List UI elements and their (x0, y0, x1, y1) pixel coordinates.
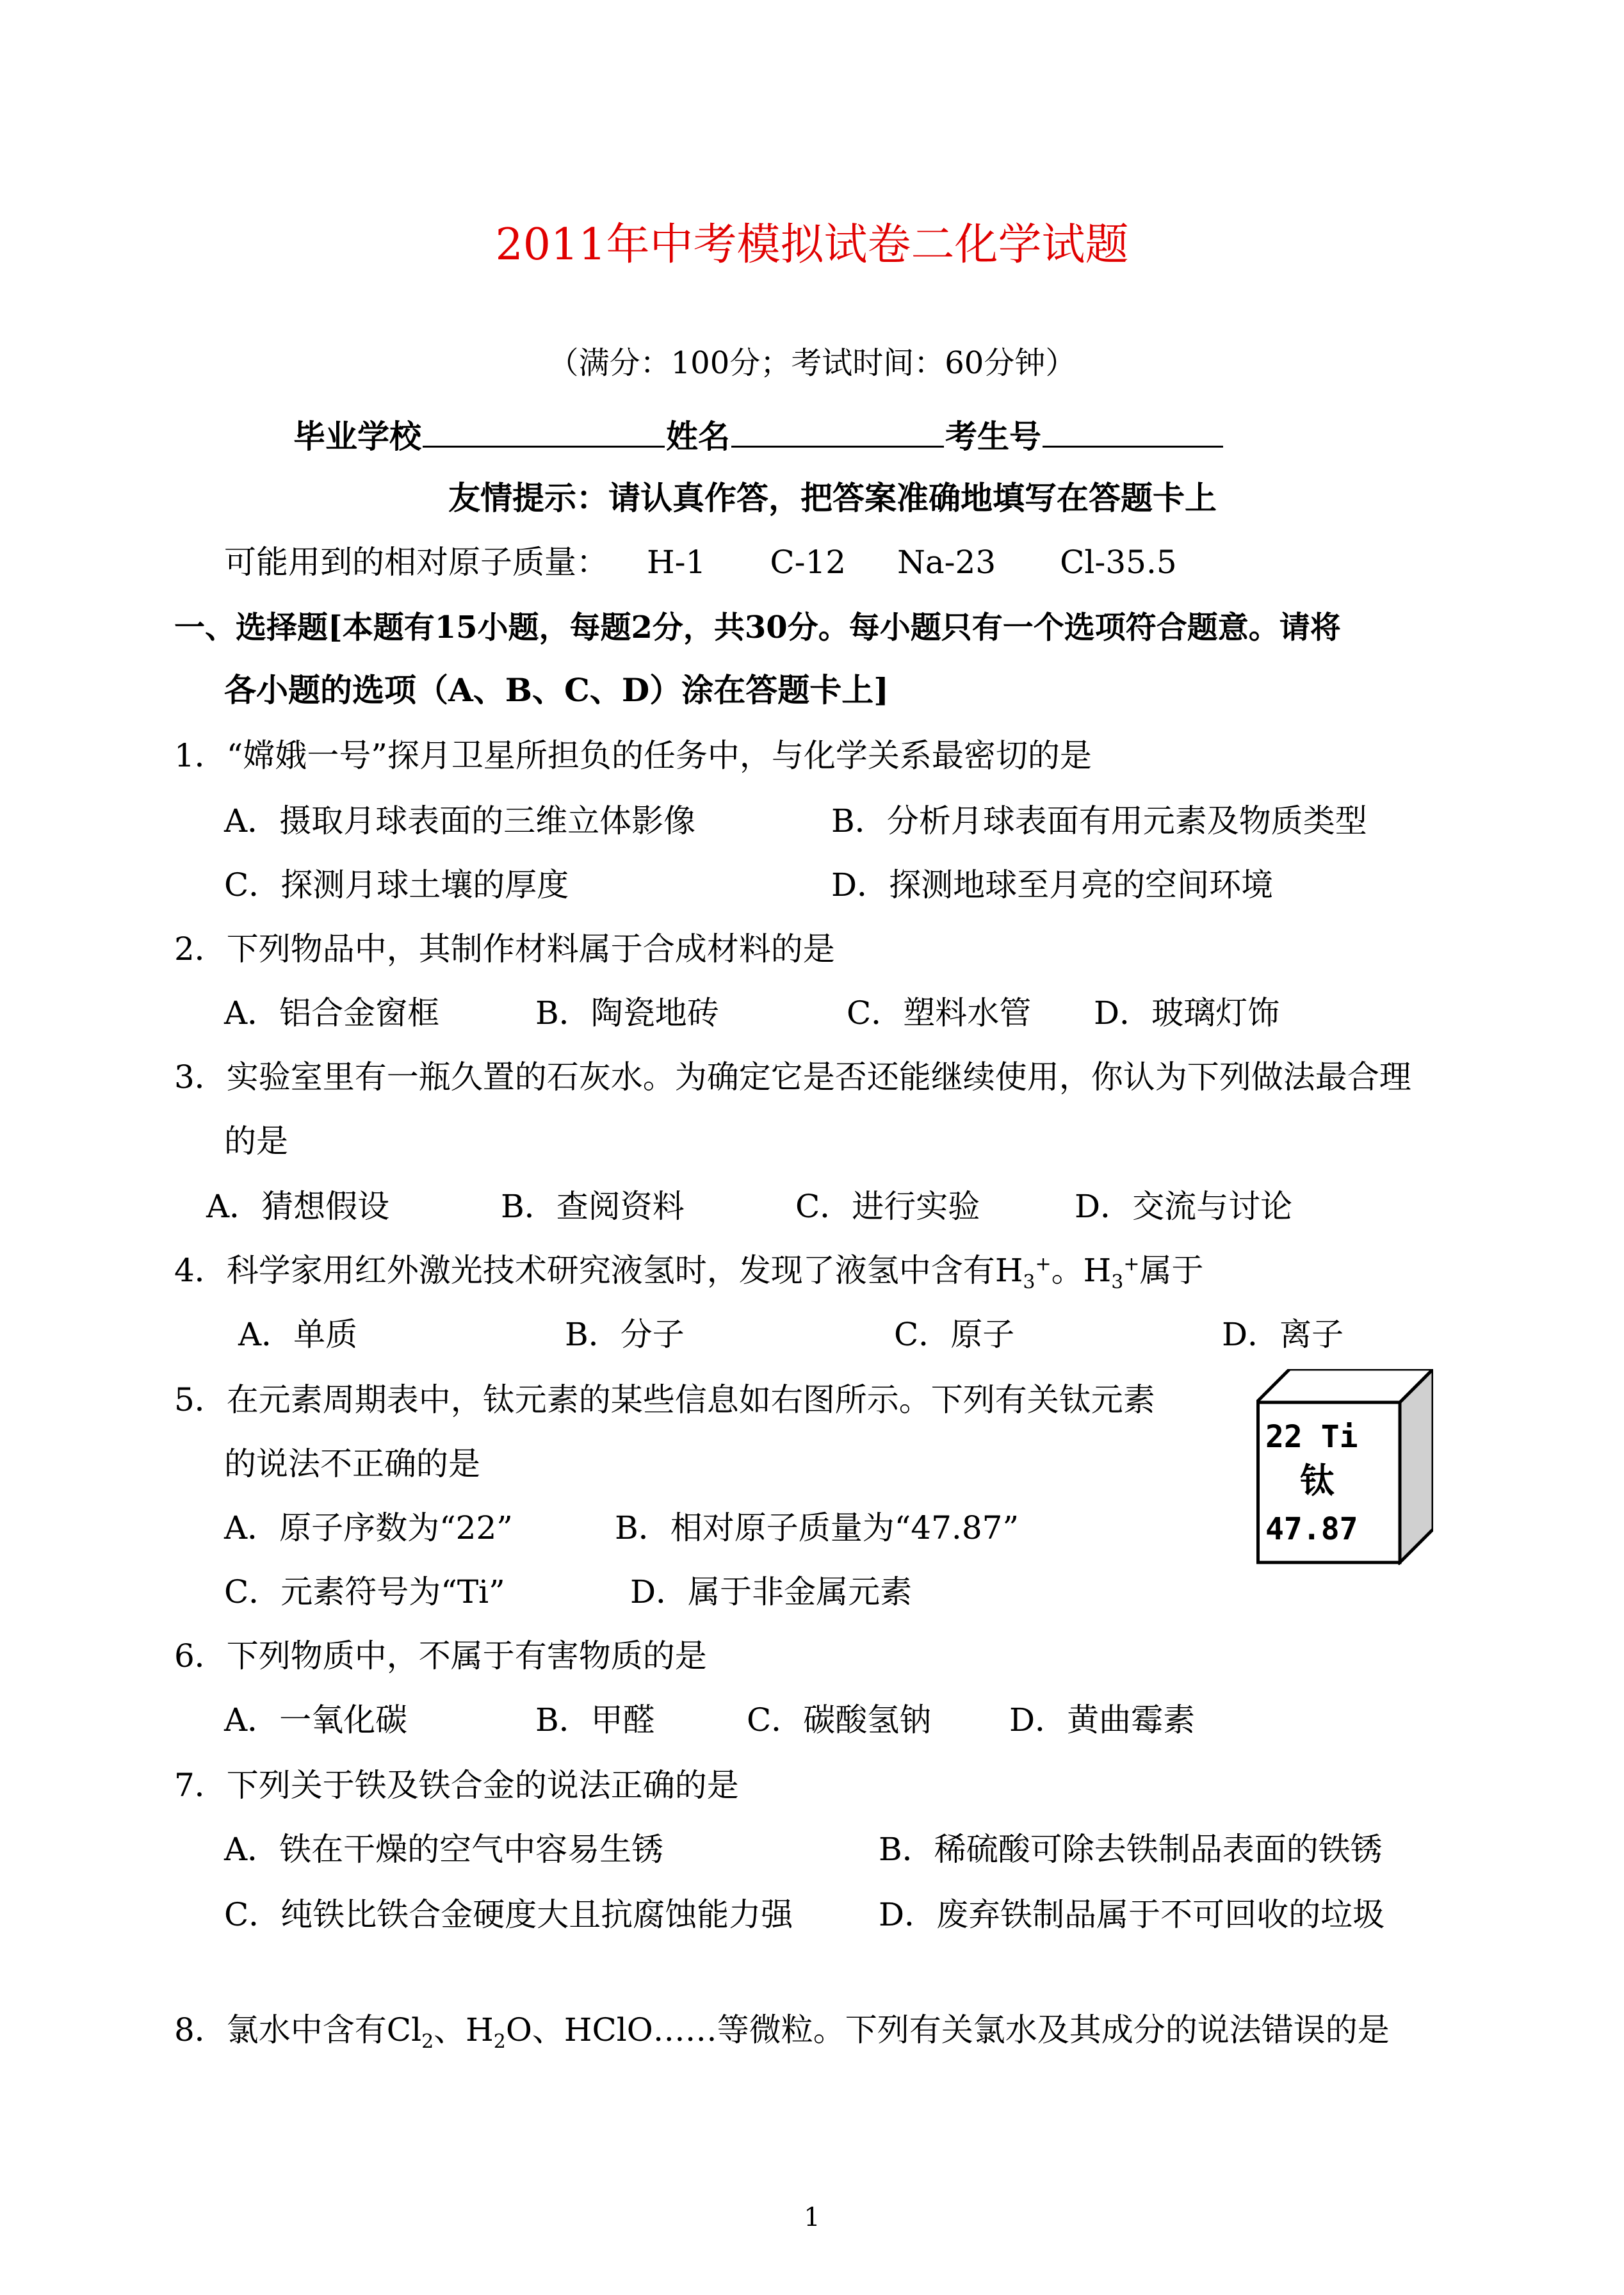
q4-option-a: A．单质 (238, 1316, 358, 1353)
student-fields (293, 415, 1224, 456)
element-number: 22 (1265, 1419, 1303, 1455)
element-name: 钛 (1300, 1460, 1335, 1501)
atomic-mass-label: 可能用到的相对原子质量： (224, 544, 608, 581)
q4-option-b: B．分子 (565, 1316, 685, 1353)
exam-info: （满分：100分；考试时间：60分钟） (548, 345, 1076, 381)
name-label: 姓名 (666, 418, 730, 455)
q4-stem: 4．科学家用红外激光技术研究液氢时，发现了液氢中含有$H_3^+$。$H_3^+$属于 (174, 1252, 1204, 1293)
q3-option-a: A．猜想假设 (206, 1188, 390, 1225)
q6-stem: 6．下列物质中，不属于有害物质的是 (174, 1637, 707, 1675)
q6-option-b: B．甲醛 (535, 1701, 655, 1739)
q7-option-b: B．稀硫酸可除去铁制品表面的铁锈 (879, 1831, 1383, 1868)
titanium-element-card (1256, 1369, 1433, 1565)
q4-ion: $H_3^+$ (995, 1252, 1052, 1293)
q4-stem-text: 4．科学家用红外激光技术研究液氢时，发现了液氢中含有 (174, 1252, 995, 1289)
school-label: 毕业学校 (293, 418, 421, 455)
q5-stem-line2: 的说法不正确的是 (224, 1445, 480, 1482)
q1-option-c: C．探测月球土壤的厚度 (224, 866, 569, 904)
q7-stem: 7．下列关于铁及铁合金的说法正确的是 (174, 1767, 739, 1804)
q4-ion-repeat: $H_3^+$ (1083, 1252, 1140, 1293)
q5-stem-line1: 5．在元素周期表中，钛元素的某些信息如右图所示。下列有关钛元素 (174, 1381, 1155, 1418)
id-label: 考生号 (945, 418, 1041, 455)
q4-option-d: D．离子 (1222, 1316, 1344, 1353)
element-symbol: Ti (1320, 1419, 1358, 1455)
q3-option-c: C．进行实验 (795, 1188, 980, 1225)
section-heading-line1: 一、选择题[本题有15小题，每题2分，共30分。每小题只有一个选项符合题意。请将 (174, 610, 1341, 645)
q5-option-c: C．元素符号为“Ti” (224, 1573, 505, 1610)
q3-option-d: D．交流与讨论 (1075, 1188, 1293, 1225)
page-title: 2011年中考模拟试卷二化学试题 (495, 220, 1129, 270)
q3-stem-line1: 3．实验室里有一瓶久置的石灰水。为确定它是否还能继续使用，你认为下列做法最合理 (174, 1058, 1411, 1096)
q7-option-a: A．铁在干燥的空气中容易生锈 (224, 1831, 664, 1868)
q6-option-d: D．黄曲霉素 (1009, 1701, 1196, 1739)
section-heading-line2: 各小题的选项（A、B、C、D）涂在答题卡上] (224, 671, 889, 709)
atomic-mass-line (224, 543, 1177, 581)
q5-option-d: D．属于非金属元素 (630, 1573, 913, 1610)
element-mass: 47.87 (1265, 1511, 1358, 1547)
friendly-tip: 友情提示：请认真作答，把答案准确地填写在答题卡上 (448, 479, 1217, 517)
school-blank[interactable] (423, 415, 665, 448)
q6-option-c: C．碳酸氢钠 (747, 1701, 932, 1739)
q2-option-d: D．玻璃灯饰 (1094, 994, 1280, 1032)
q1-option-b: B．分析月球表面有用元素及物质类型 (831, 802, 1367, 839)
q2-stem: 2．下列物品中，其制作材料属于合成材料的是 (174, 930, 835, 968)
q2-option-a: A．铝合金窗框 (224, 994, 440, 1032)
q5-option-a: A．原子序数为“22” (224, 1509, 513, 1546)
q2-option-b: B．陶瓷地砖 (535, 994, 719, 1032)
q8-stem: 8．氯水中含有$Cl_2$、$H_2O$、HClO……等微粒。下列有关氯水及其成分的说法错误的是 (174, 2011, 1390, 2053)
page-number: 1 (804, 2203, 820, 2232)
q1-stem: 1．“嫦娥一号”探月卫星所担负的任务中，与化学关系最密切的是 (174, 737, 1092, 774)
atomic-mass-c: C-12 (770, 544, 847, 581)
atomic-mass-h: H-1 (647, 544, 706, 581)
q3-option-b: B．查阅资料 (501, 1188, 685, 1225)
id-blank[interactable] (1043, 415, 1223, 448)
q7-option-d: D．废弃铁制品属于不可回收的垃圾 (879, 1896, 1385, 1933)
q5-option-b: B．相对原子质量为“47.87” (615, 1509, 1019, 1546)
element-number-symbol (1265, 1419, 1358, 1455)
q7-option-c: C．纯铁比铁合金硬度大且抗腐蚀能力强 (224, 1896, 793, 1933)
q1-option-a: A．摄取月球表面的三维立体影像 (224, 802, 696, 839)
q1-option-d: D．探测地球至月亮的空间环境 (831, 866, 1274, 904)
q2-option-c: C．塑料水管 (847, 994, 1032, 1032)
atomic-mass-na: Na-23 (897, 544, 996, 581)
atomic-mass-cl: Cl-35.5 (1060, 544, 1177, 581)
q4-option-c: C．原子 (894, 1316, 1015, 1353)
q6-option-a: A．一氧化碳 (224, 1701, 408, 1739)
q3-stem-line2: 的是 (224, 1123, 288, 1160)
name-blank[interactable] (731, 415, 944, 448)
